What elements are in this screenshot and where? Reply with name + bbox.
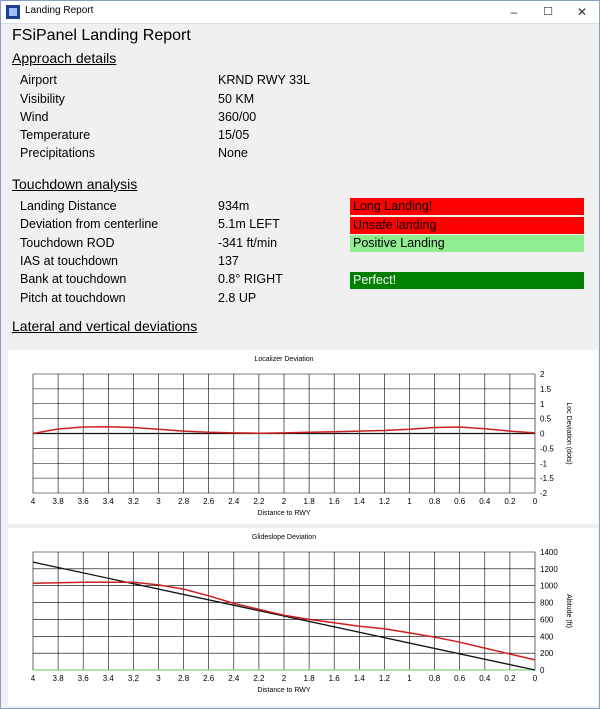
loc-x-tick-label: 4	[30, 497, 36, 506]
gs-x-tick-label: 1	[407, 674, 412, 683]
loc-x-tick-label: 0.2	[504, 497, 516, 506]
loc-y-tick-label: 2	[540, 370, 545, 379]
loc-chart-title: Localizer Deviation	[254, 356, 314, 363]
gs-x-tick-label: 1.8	[303, 674, 315, 683]
gs-x-tick-label: 4	[30, 674, 36, 683]
loc-x-tick-label: 1	[407, 497, 412, 506]
loc-x-tick-label: 1.2	[378, 497, 390, 506]
touchdown-rod-label: Touchdown ROD	[20, 236, 115, 250]
gs-x-tick-label: 0.8	[429, 674, 441, 683]
bank-label: Bank at touchdown	[20, 272, 127, 286]
gs-x-tick-label: 3	[156, 674, 161, 683]
loc-x-tick-label: 0	[532, 497, 538, 506]
gs-y-axis-label: Altitude (ft)	[565, 594, 572, 628]
gs-x-tick-label: 1.2	[378, 674, 390, 683]
loc-x-tick-label: 1.6	[328, 497, 340, 506]
gs-x-tick-label: 3.6	[77, 674, 89, 683]
temperature-value: 15/05	[218, 128, 250, 142]
ias-value: 137	[218, 254, 239, 268]
loc-x-axis-label: Distance to RWY	[257, 510, 311, 517]
gs-x-tick-label: 1.4	[353, 674, 365, 683]
report-heading: FSiPanel Landing Report	[12, 27, 191, 44]
pitch-label: Pitch at touchdown	[20, 291, 126, 305]
gs-x-tick-label: 2.2	[253, 674, 265, 683]
perfect-badge: Perfect!	[350, 272, 584, 289]
centerline-deviation-label: Deviation from centerline	[20, 217, 159, 231]
gs-chart-title: Glideslope Deviation	[251, 534, 317, 541]
gs-y-tick-label: 1200	[540, 564, 558, 574]
window-title: Landing Report	[25, 5, 94, 16]
maximize-button[interactable]: ☐	[543, 6, 553, 18]
gs-x-tick-label: 2.4	[228, 674, 240, 683]
loc-x-tick-label: 2.6	[203, 497, 215, 506]
long-landing-badge: Long Landing!	[350, 198, 584, 215]
gs-x-tick-label: 1.6	[328, 674, 340, 683]
visibility-value: 50 KM	[218, 92, 255, 106]
gs-x-tick-label: 0.4	[479, 674, 491, 683]
title-bar[interactable]	[1, 1, 599, 24]
loc-x-tick-label: 3.4	[102, 497, 114, 506]
touchdown-analysis-title: Touchdown analysis	[12, 176, 138, 192]
gs-x-tick-label: 2.8	[178, 674, 190, 683]
deviations-title: Lateral and vertical deviations	[12, 318, 198, 334]
gs-x-tick-label: 2.6	[203, 674, 215, 683]
wind-value: 360/00	[218, 110, 257, 124]
gs-y-tick-label: 1400	[540, 548, 558, 557]
loc-x-tick-label: 1.4	[353, 497, 365, 506]
temperature-label: Temperature	[20, 128, 91, 142]
wind-label: Wind	[20, 110, 49, 124]
gs-y-tick-label: 0	[540, 666, 545, 675]
loc-y-tick-label: 0.5	[540, 414, 552, 424]
loc-y-tick-label: 1.5	[540, 384, 552, 394]
approach-details-title: Approach details	[12, 50, 117, 66]
landing-distance-label: Landing Distance	[20, 199, 117, 213]
loc-x-tick-label: 3.6	[77, 497, 89, 506]
loc-x-tick-label: 3.8	[52, 497, 64, 506]
glideslope-chart-panel	[8, 528, 598, 706]
precipitations-label: Precipitations	[20, 146, 96, 160]
gs-x-axis-label: Distance to RWY	[257, 687, 311, 694]
loc-x-tick-label: 3	[156, 497, 161, 506]
loc-y-tick-label: -1	[540, 459, 548, 469]
gs-y-tick-label: 600	[540, 615, 554, 625]
airport-label: Airport	[20, 73, 57, 87]
loc-x-tick-label: 3.2	[127, 497, 139, 506]
glideslope-deviation-chart	[8, 528, 598, 706]
loc-x-tick-label: 0.6	[454, 497, 466, 506]
loc-y-tick-label: 0	[540, 429, 545, 439]
gs-x-tick-label: 0	[532, 674, 538, 683]
loc-y-tick-label: -0.5	[540, 444, 554, 454]
touchdown-rod-value: -341 ft/min	[218, 236, 278, 250]
gs-x-tick-label: 0.2	[504, 674, 516, 683]
loc-x-tick-label: 2.4	[228, 497, 240, 506]
centerline-deviation-value: 5.1m LEFT	[218, 217, 280, 231]
landing-distance-value: 934m	[218, 199, 250, 213]
positive-landing-badge: Positive Landing	[350, 235, 584, 252]
precipitations-value: None	[218, 146, 248, 160]
gs-x-tick-label: 0.6	[454, 674, 466, 683]
gs-x-tick-label: 2	[281, 674, 287, 683]
loc-x-tick-label: 2.8	[178, 497, 190, 506]
loc-y-tick-label: -2	[540, 489, 548, 498]
gs-x-tick-label: 3.8	[52, 674, 64, 683]
loc-x-tick-label: 0.8	[429, 497, 441, 506]
gs-y-tick-label: 800	[540, 598, 554, 608]
loc-x-tick-label: 0.4	[479, 497, 491, 506]
minimize-button[interactable]: –	[510, 5, 518, 19]
gs-y-tick-label: 400	[540, 632, 554, 642]
gs-x-tick-label: 3.4	[102, 674, 114, 683]
loc-y-axis-label: Loc Deviation (dots)	[565, 402, 572, 465]
bank-value: 0.8° RIGHT	[218, 272, 283, 286]
gs-x-tick-label: 3.2	[127, 674, 139, 683]
app-icon	[6, 5, 20, 19]
loc-x-tick-label: 1.8	[303, 497, 315, 506]
close-button[interactable]: ✕	[576, 5, 588, 19]
gs-y-tick-label: 1000	[540, 581, 558, 591]
localizer-deviation-chart	[8, 350, 598, 524]
ias-label: IAS at touchdown	[20, 254, 118, 268]
airport-value: KRND RWY 33L	[218, 73, 310, 87]
gs-y-tick-label: 200	[540, 649, 554, 659]
visibility-label: Visibility	[20, 92, 65, 106]
unsafe-landing-badge: Unsafe landing	[350, 217, 584, 234]
loc-y-tick-label: -1.5	[540, 474, 554, 484]
localizer-chart-panel	[8, 350, 598, 524]
pitch-value: 2.8 UP	[218, 291, 257, 305]
loc-x-tick-label: 2	[281, 497, 287, 506]
loc-y-tick-label: 1	[540, 399, 545, 409]
loc-x-tick-label: 2.2	[253, 497, 265, 506]
